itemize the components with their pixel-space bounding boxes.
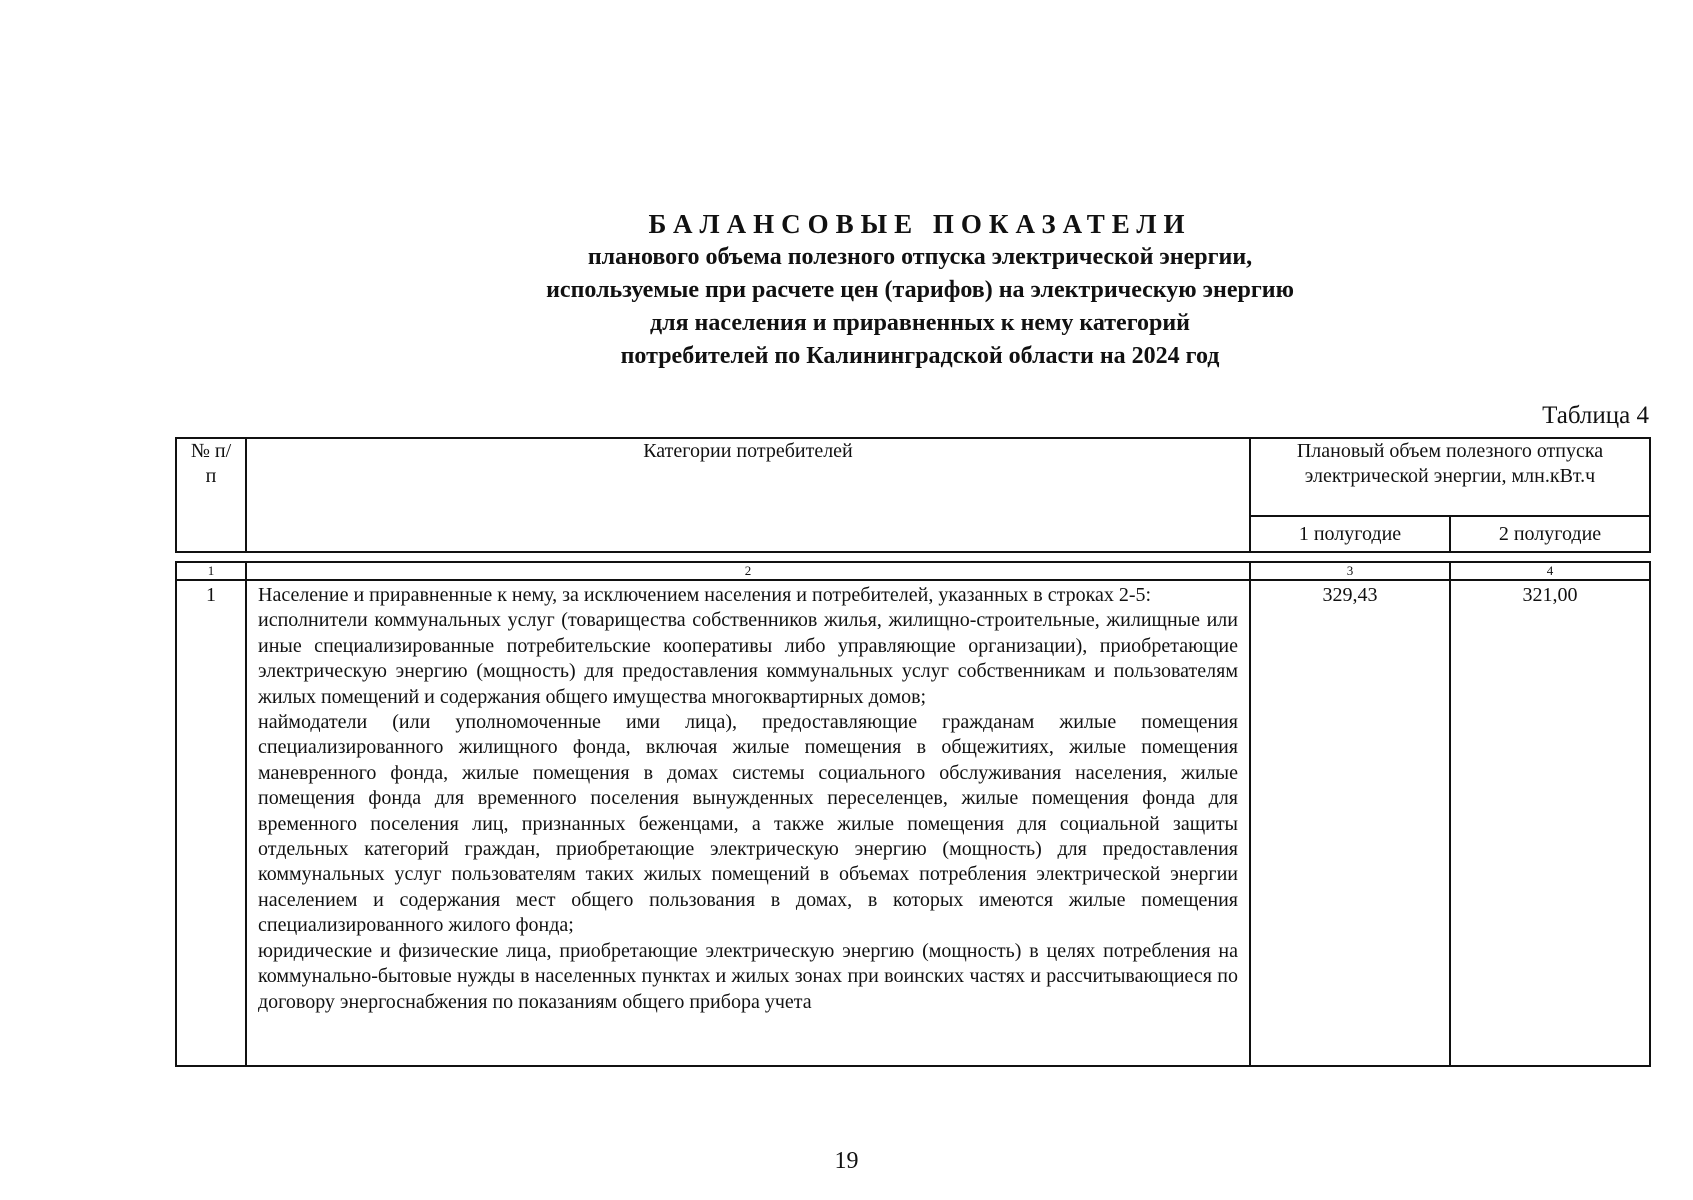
row-half2-value: 321,00 [1450,580,1650,1066]
header-category [246,438,1250,552]
row-half1-value: 329,43 [1250,580,1450,1066]
table-header [175,437,1651,553]
column-number-row [176,562,1650,580]
header-half2: 2 полугодие [1450,516,1650,552]
header-category-label: Категории потребителей [643,440,853,462]
page-number: 19 [834,1148,859,1174]
category-paragraph: юридические и физические лица, приобретающие электрическую энергию (мощность) в целях потребления на коммунально-бытовые нужды в населенных пунктах и жилых зонах при воинских частях и рассчитывающиеся по договору энергоснабжения по показаниям общего прибора учета [258,939,1238,1013]
header-half1: 1 полугодие [1250,516,1450,552]
category-paragraph: наймодатели (или уполномоченные ими лица), предоставляющие гражданам жилые помещения специализированного жилищного фонда, включая жилые помещения в общежитиях, жилые помещения маневренного фонда, жилые помещения в домах системы социального обслуживания населения, жилые помещения фонда для временного поселения вынужденных переселенцев, жилые помещения фонда для временного поселения лиц, признанных беженцами, а также жилые помещения для социальной защиты отдельных категорий граждан, приобретающие электрическую энергию (мощность) для предоставления коммунальных услуг пользователям таких жилых помещений в объемах потребления электрической энергии населением и содержания мест общего пользования в домах, в которых имеются жилые помещения специализированного жилого фонда; [258,711,1238,937]
column-number: 4 [1450,562,1650,580]
row-category-text [246,580,1250,1066]
heading-line: планового объема полезного отпуска электрической энергии, [587,244,1253,270]
row-num: 1 [176,580,246,1066]
table-label: Таблица 4 [1542,402,1649,429]
column-number: 2 [246,562,1250,580]
heading-title: БАЛАНСОВЫЕ ПОКАЗАТЕЛИ [648,209,1192,239]
header-num-label: № п/п [190,440,232,487]
header-volume-label: Плановый объем полезного отпуска электрической энергии, млн.кВт.ч [1296,440,1604,487]
header-num [176,438,246,552]
heading-line: потребителей по Калининградской области на 2024 год [620,343,1220,369]
header-volume [1250,438,1650,516]
table-row [176,580,1650,1066]
column-number: 1 [176,562,246,580]
column-number: 3 [1250,562,1450,580]
document-heading [320,208,1520,373]
table-body [175,561,1651,1067]
category-paragraph: исполнители коммунальных услуг (товарищества собственников жилья, жилищно-строительные, жилищные или иные специализированные потребительские кооперативы либо управляющие организации), приобретающие электрическую энергию (мощность) для предоставления коммунальных услуг собственникам и пользователям жилых помещений и содержания общего имущества многоквартирных домов; [258,609,1238,708]
heading-line: для населения и приравненных к нему категорий [649,310,1191,336]
category-paragraph: Население и приравненные к нему, за исключением населения и потребителей, указанных в строках 2-5: [258,584,1152,606]
heading-line: используемые при расчете цен (тарифов) на электрическую энергию [546,277,1294,303]
